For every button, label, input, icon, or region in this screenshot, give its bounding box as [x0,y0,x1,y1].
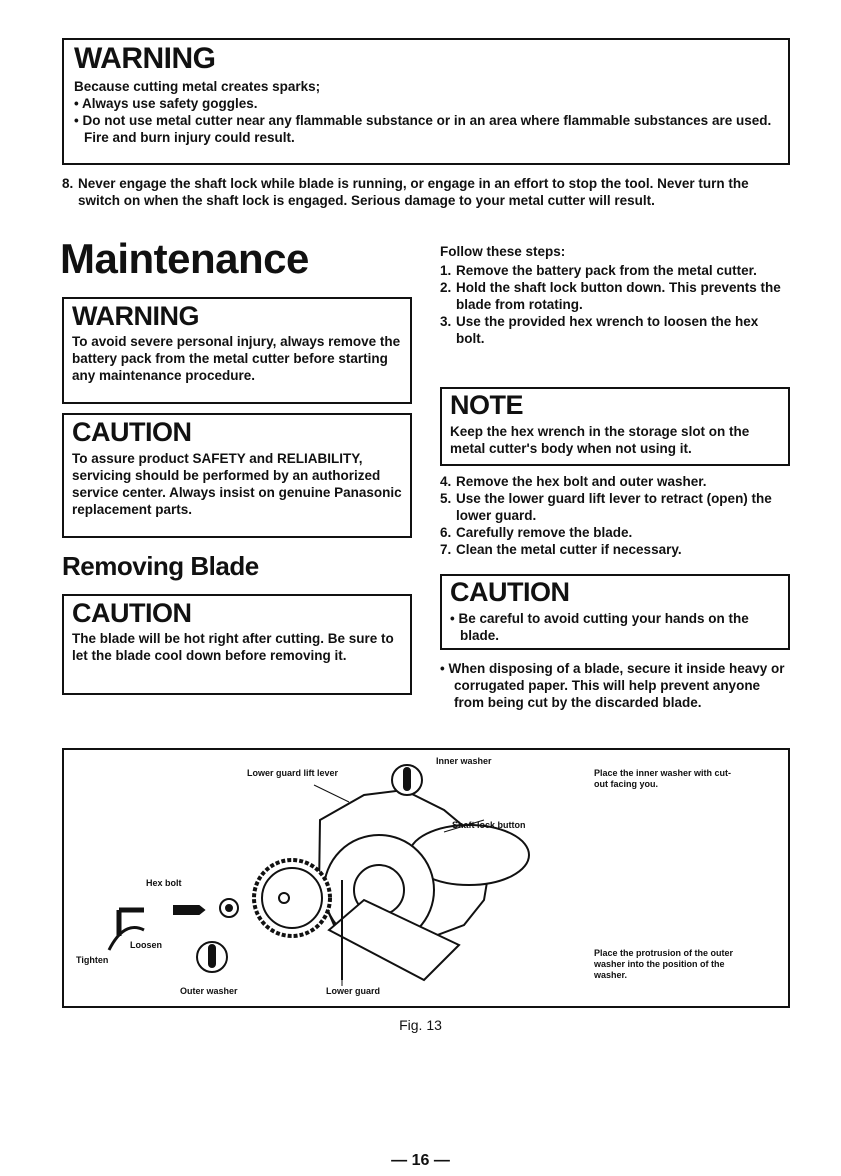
label-shaft-lock-button: Shaft lock button [452,820,526,830]
maintenance-caution-text: To assure product SAFETY and RELIABILITY, servicing should be performed by an authorized service center. Always insist on genuine Panasonic replacement parts. [72,451,402,517]
blade-caution-heading: CAUTION [450,577,570,607]
step-5 [440,490,790,524]
note-inner-washer: Place the inner washer with cut-out facing you. [594,768,732,789]
label-hex-bolt: Hex bolt [146,878,182,888]
steps-list-2 [440,473,790,558]
step-7-number: 7. [440,542,452,557]
outer-washer-mark [209,945,215,967]
disposal-text: • When disposing of a blade, secure it inside heavy or corrugated paper. This will help prevent anyone from being cut by the discarded blade. [440,661,785,710]
step-2-text: Hold the shaft lock button down. This prevents the blade from rotating. [456,280,781,312]
label-lower-guard-lift-lever: Lower guard lift lever [247,768,339,778]
removing-blade-title: Removing Blade [62,551,259,581]
figure-box [62,748,790,1008]
label-outer-washer: Outer washer [180,986,238,996]
step-1-number: 1. [440,263,452,278]
top-warning-bullet-2: • Do not use metal cutter near any flammable substance or in an area where flammable substances are used. Fire and burn injury could result. [74,113,772,145]
step-8 [62,175,792,209]
inner-washer-mark [404,768,410,790]
hex-bolt [174,906,204,914]
removing-blade-caution-heading: CAUTION [72,598,192,628]
saw-blade-inner [262,868,322,928]
step-8-text: Never engage the shaft lock while blade is running, or engage in an effort to stop the tool. Never turn the switch on when the shaft lock is engaged. Serious damage to your metal cutter will result. [78,176,749,208]
step-8-number: 8. [62,176,74,191]
step-3 [440,313,790,347]
blade-caution-box [440,574,790,650]
top-warning-box [62,38,790,165]
step-3-text: Use the provided hex wrench to loosen the hex bolt. [456,314,759,346]
steps-intro: Follow these steps: [440,244,566,259]
step-7-text: Clean the metal cutter if necessary. [456,542,682,557]
figure-caption: Fig. 13 [399,1017,442,1033]
outer-washer-hole [226,905,232,911]
maintenance-warning-heading: WARNING [72,301,199,331]
label-lower-guard: Lower guard [326,986,381,996]
step-4-number: 4. [440,474,452,489]
step-5-text: Use the lower guard lift lever to retract (open) the lower guard. [456,491,772,523]
step-6-number: 6. [440,525,452,540]
top-warning-bullet-1: • Always use safety goggles. [74,96,258,111]
step-2-number: 2. [440,280,452,295]
removing-blade-caution-text: The blade will be hot right after cutting. Be sure to let the blade cool down before removing it. [72,631,394,663]
note-outer-washer: Place the protrusion of the outer washer into the position of the washer. [594,948,734,980]
top-warning-heading: WARNING [74,42,216,75]
page-number: — 16 — [391,1152,450,1169]
step-3-number: 3. [440,314,452,329]
step-4-text: Remove the hex bolt and outer washer. [456,474,707,489]
label-tighten: Tighten [76,955,109,965]
note-heading: NOTE [450,390,524,420]
removing-blade-caution-box [62,594,412,695]
top-warning-intro: Because cutting metal creates sparks; [74,79,321,94]
steps-list-1 [440,262,790,347]
blade-caution-text: • Be careful to avoid cutting your hands on the blade. [450,611,749,643]
step-7 [440,541,790,558]
step-2 [440,279,790,313]
step-4 [440,473,790,490]
maintenance-warning-text: To avoid severe personal injury, always remove the battery pack from the metal cutter before starting any maintenance procedure. [72,334,401,383]
step-6-text: Carefully remove the blade. [456,525,633,540]
maintenance-caution-box [62,413,412,538]
step-1 [440,262,790,279]
label-inner-washer: Inner washer [436,756,492,766]
step-6 [440,524,790,541]
maintenance-title: Maintenance [60,235,309,282]
maintenance-warning-box [62,297,412,404]
note-text: Keep the hex wrench in the storage slot on the metal cutter's body when not using it. [450,424,750,456]
note-box [440,387,790,466]
label-loosen: Loosen [130,940,163,950]
step-1-text: Remove the battery pack from the metal cutter. [456,263,757,278]
step-5-number: 5. [440,491,452,506]
maintenance-caution-heading: CAUTION [72,417,192,447]
